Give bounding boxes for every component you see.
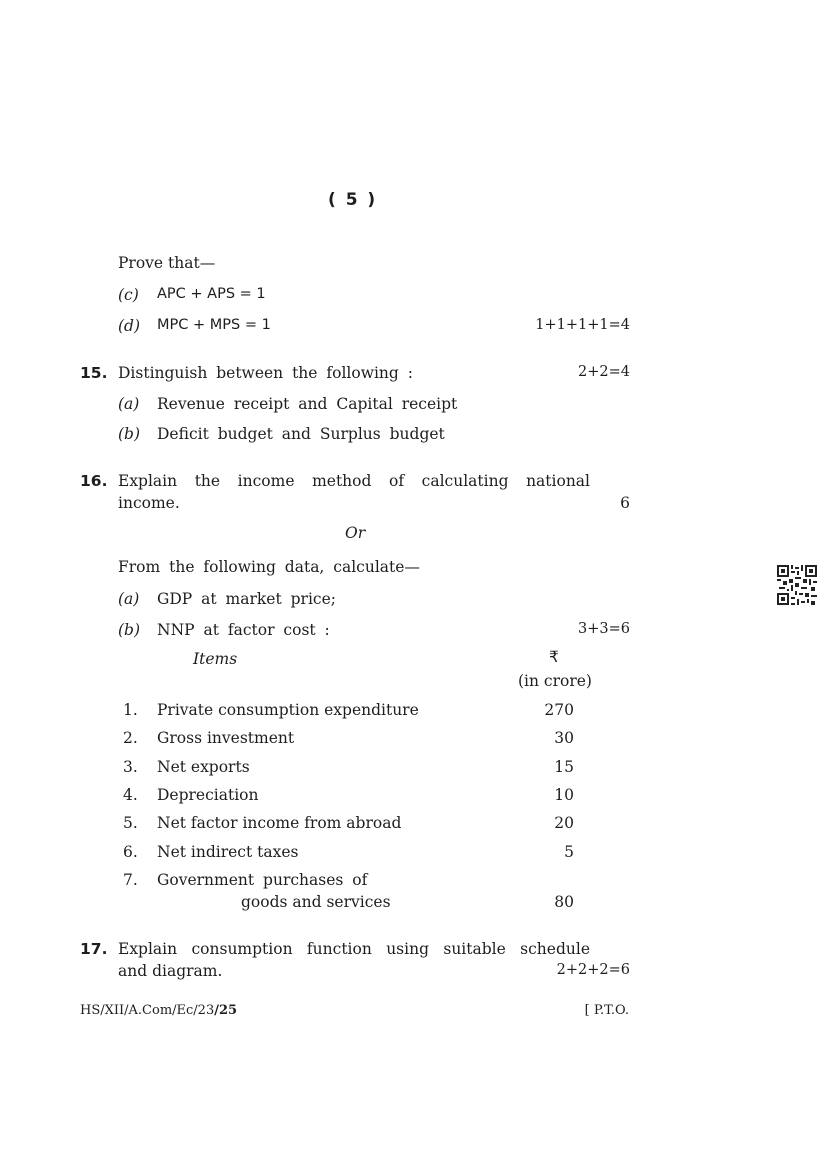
sub-item-text: NNP at factor cost : <box>157 621 330 639</box>
question-number: 17. <box>80 940 108 958</box>
row-number: 3. <box>123 758 138 776</box>
sub-item-text: Deficit budget and Surplus budget <box>157 425 445 443</box>
footer-code <box>80 1003 237 1018</box>
row-item: Private consumption expenditure <box>157 701 419 719</box>
row-value: 15 <box>554 758 574 776</box>
or-divider: Or <box>345 524 366 542</box>
row-number: 2. <box>123 729 138 747</box>
prove-item-label: (c) <box>118 286 139 304</box>
sub-item-label: (a) <box>118 590 140 608</box>
row-item: Government purchases of <box>157 871 368 889</box>
page-number: ( 5 ) <box>328 190 378 210</box>
row-item: Depreciation <box>157 786 259 804</box>
sub-item-label: (b) <box>118 425 141 443</box>
table-header-currency: ₹ <box>549 648 559 666</box>
question-text-cont: income. <box>118 494 180 512</box>
prove-item-text: MPC + MPS = 1 <box>157 317 271 333</box>
table-header-unit: (in crore) <box>518 672 592 690</box>
row-number: 6. <box>123 843 138 861</box>
prove-that-intro: Prove that— <box>118 254 216 272</box>
question-marks: 6 <box>620 494 630 512</box>
row-value: 270 <box>544 701 574 719</box>
sub-item-text: GDP at market price; <box>157 590 336 608</box>
row-number: 4. <box>123 786 138 804</box>
row-item-cont: goods and services <box>241 893 391 911</box>
row-value: 30 <box>554 729 574 747</box>
table-header-items: Items <box>193 650 238 668</box>
sub-item-text: Revenue receipt and Capital receipt <box>157 395 458 413</box>
qr-code-icon <box>777 565 817 605</box>
question-text: Explain consumption function using suitable schedule <box>118 940 590 958</box>
row-number: 1. <box>123 701 138 719</box>
question-text-cont: and diagram. <box>118 962 223 980</box>
row-number: 5. <box>123 814 138 832</box>
row-value: 20 <box>554 814 574 832</box>
footer-pto: [ P.T.O. <box>584 1003 629 1018</box>
question-text: Distinguish between the following : <box>118 364 413 382</box>
row-item: Net factor income from abroad <box>157 814 402 832</box>
question-marks: 3+3=6 <box>578 621 630 637</box>
question-marks: 2+2+2=6 <box>556 962 630 978</box>
footer-code-text: HS/XII/A.Com/Ec/23 <box>80 1003 215 1018</box>
row-item: Gross investment <box>157 729 295 747</box>
row-item: Net exports <box>157 758 250 776</box>
sub-item-label: (b) <box>118 621 141 639</box>
row-value: 10 <box>554 786 574 804</box>
row-item: Net indirect taxes <box>157 843 299 861</box>
sub-item-label: (a) <box>118 395 140 413</box>
alt-intro: From the following data, calculate— <box>118 558 420 576</box>
question-text: Explain the income method of calculating national <box>118 472 590 490</box>
prove-item-text: APC + APS = 1 <box>157 286 266 302</box>
prove-marks: 1+1+1+1=4 <box>535 317 630 333</box>
row-number: 7. <box>123 871 138 889</box>
question-number: 15. <box>80 364 108 382</box>
row-value: 5 <box>564 843 574 861</box>
question-number: 16. <box>80 472 108 490</box>
question-marks: 2+2=4 <box>578 364 630 380</box>
prove-item-label: (d) <box>118 317 141 335</box>
row-value: 80 <box>554 893 574 911</box>
footer-code-bold: /25 <box>214 1003 238 1018</box>
